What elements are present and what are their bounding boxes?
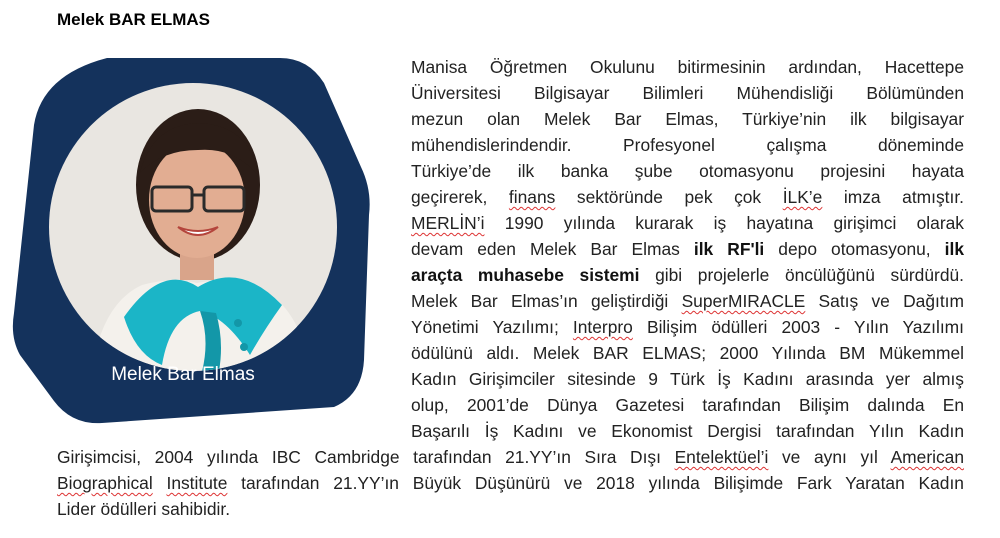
bio-line: mühendislerindendir. Profesyonel çalışma döneminde [411,135,964,155]
bio-line: Melek Bar Elmas’ın geliştirdiği SuperMIRACLE Satış ve Dağıtım [411,291,964,311]
bio-line: Yönetimi Yazılımı; Interpro Bilişim ödülleri 2003 - Yılın Yazılımı [411,317,964,337]
bio-line: Girişimcisi, 2004 yılında IBC Cambridge tarafından 21.YY’ın Sıra Dışı Entelektüel’i ve aynı yıl American [57,447,965,467]
bio-line: Başarılı İş Kadını ve Ekonomist Dergisi tarafından Yılın Kadın [411,421,964,441]
bio-line: Manisa Öğretmen Okulunu bitirmesinin ardından, Hacettepe [411,57,964,77]
bio-line: Biographical Institute tarafından 21.YY’ın Büyük Düşünürü ve 2018 yılında Bilişimde Fark Yaratan Kadın [57,473,964,493]
bio-line: mezun olan Melek Bar Elmas, Türkiye’nin ilk bilgisayar [411,109,964,129]
bio-line: olup, 2001’de Dünya Gazetesi tarafından Bilişim dalında En [411,395,964,415]
bio-line: devam eden Melek Bar Elmas ilk RF'li depo otomasyonu, ilk [411,239,965,259]
bio-line: Üniversitesi Bilgisayar Bilimleri Mühendisliği Bölümünden [411,83,964,103]
bio-line: geçirerek, finans sektöründe pek çok İLK’e imza atmıştır. [411,187,964,207]
bio-line: araçta muhasebe sistemi gibi projelerle öncülüğünü sürdürdü. [411,265,964,285]
page-heading: Melek BAR ELMAS [57,10,211,29]
portrait-caption: Melek Bar Elmas [111,364,255,385]
bio-line: Kadın Girişimciler sitesinde 9 Türk İş Kadını arasında yer almış [411,369,964,389]
bio-line: Lider ödülleri sahibidir. [57,499,231,519]
bio-line: ödülünü aldı. Melek BAR ELMAS; 2000 Yılında BM Mükemmel [411,343,964,363]
bio-line: MERLİN’i 1990 yılında kurarak iş hayatına girişimci olarak [411,213,964,233]
bio-line: Türkiye’de ilk banka şube otomasyonu projesini hayata [411,161,964,181]
